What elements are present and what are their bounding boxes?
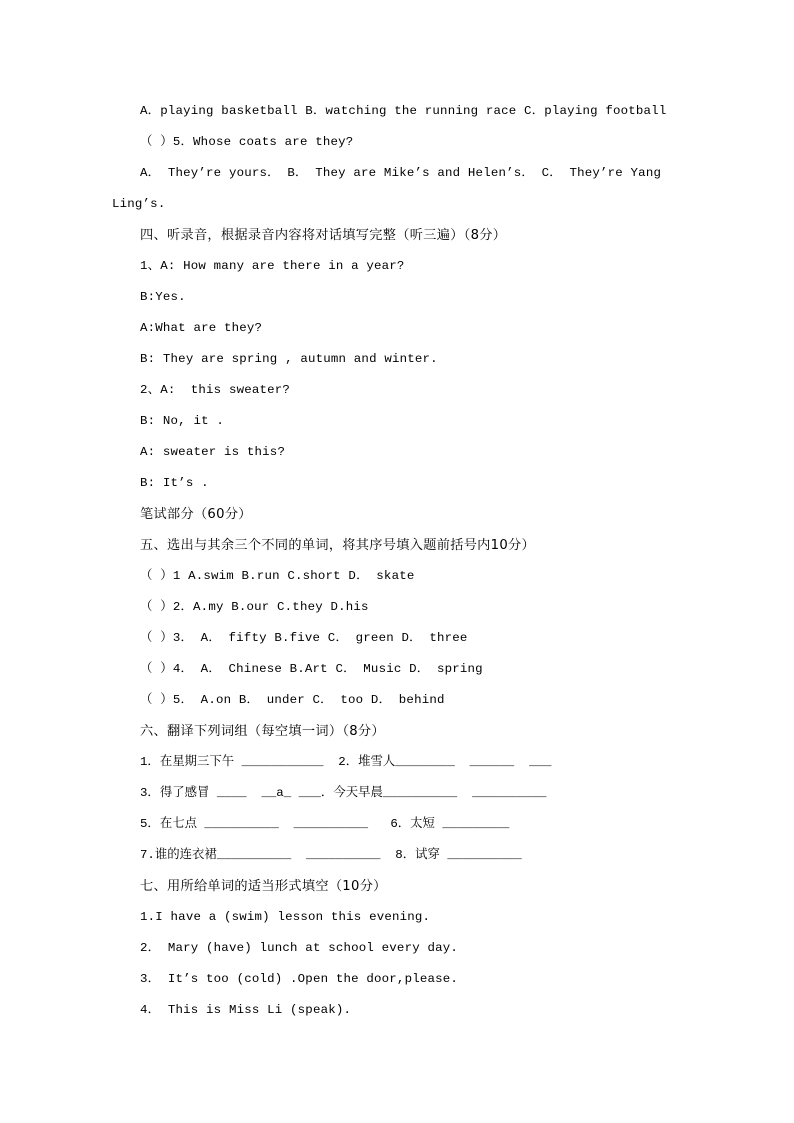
section-heading-six: 六、翻译下列词组（每空填一词）（8分） <box>140 724 385 739</box>
fill-blank-item: 1.I have a (swim) lesson this evening. <box>140 910 431 924</box>
question-item: （ ）2．A.my B.our C.they D.his <box>140 600 369 614</box>
document-body <box>112 96 690 1026</box>
translation-item: 3．得了感冒 ____ __a_ ___．今天早晨__________ __________ <box>140 786 547 800</box>
fill-blank-item: 2． Mary (have) lunch at school every day. <box>140 941 459 955</box>
text-line: B: They are spring , autumn and winter. <box>140 352 438 366</box>
text-line: B: No, it . <box>140 414 224 428</box>
text-line: （ ）5．Whose coats are they? <box>140 135 354 149</box>
text-line: A:What are they? <box>140 321 263 335</box>
translation-item: 1．在星期三下午 ___________ 2．堆雪人________ ______ ___ <box>140 755 552 769</box>
text-line: A．playing basketball B．watching the running race C．playing football <box>140 104 667 118</box>
question-item: （ ）4． A． Chinese B.Art C． Music D． spring <box>140 662 483 676</box>
text-line: A． They’re yours． B． They are Mike’s and Helen’s． C． They’re Yang <box>140 166 662 180</box>
text-line: B: It’s . <box>140 476 209 490</box>
section-heading-seven: 七、用所给单词的适当形式填空（10分） <box>140 879 387 894</box>
text-line: 2、A: this sweater? <box>140 383 291 397</box>
question-item: （ ）1 A.swim B.run C.short D． skate <box>140 569 415 583</box>
question-item: （ ）5． A.on B． under C． too D． behind <box>140 693 445 707</box>
section-heading-written-part: 笔试部分（60分） <box>140 507 252 522</box>
question-item: （ ）3． A． fifty B.five C． green D． three <box>140 631 468 645</box>
translation-item: 5．在七点 __________ __________ 6．太短 _________ <box>140 817 510 831</box>
section-heading-five: 五、选出与其余三个不同的单词，将其序号填入题前括号内10分） <box>140 538 536 553</box>
text-line: Ling’s. <box>112 197 166 211</box>
translation-item: 7.谁的连衣裙__________ __________ 8．试穿 __________ <box>140 848 522 862</box>
text-line: 1、A: How many are there in a year? <box>140 259 405 273</box>
text-line: A: sweater is this? <box>140 445 286 459</box>
text-line: B:Yes. <box>140 290 186 304</box>
fill-blank-item: 4． This is Miss Li (speak). <box>140 1003 352 1017</box>
section-heading-four: 四、听录音，根据录音内容将对话填写完整（听三遍）（8分） <box>140 228 507 243</box>
fill-blank-item: 3． It’s too (cold) .Open the door,please. <box>140 972 459 986</box>
